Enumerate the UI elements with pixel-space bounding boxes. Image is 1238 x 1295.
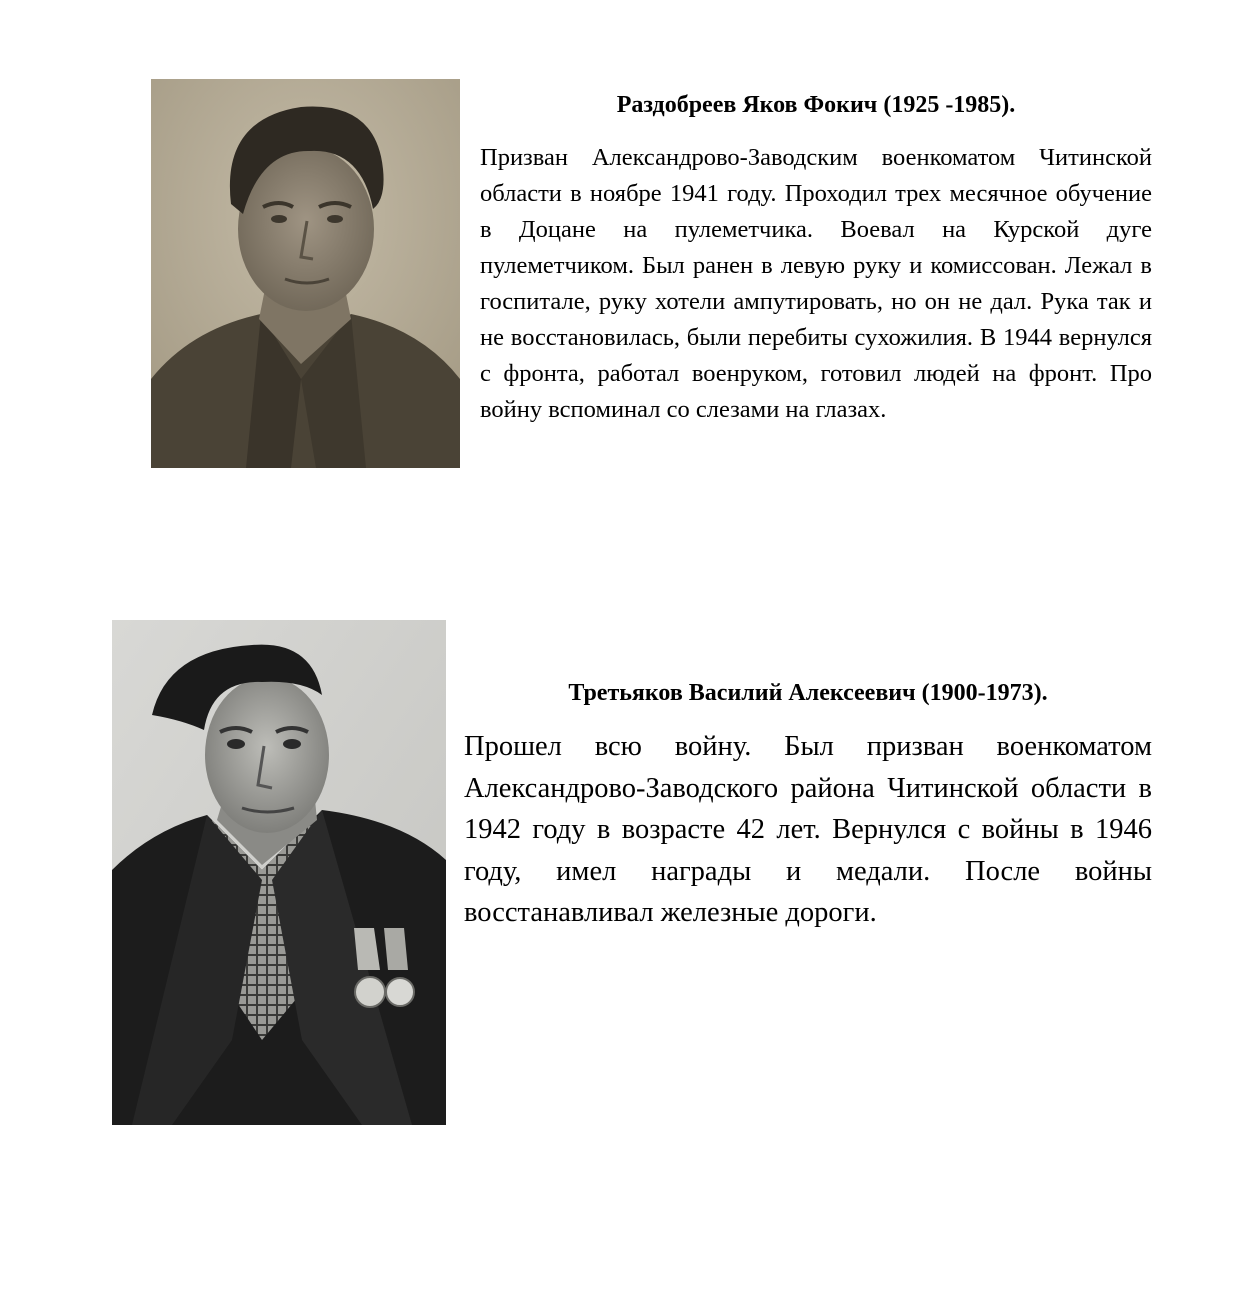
portrait-photo-icon [112,620,446,1125]
veteran-bio-razdobreev: Призван Александрово-Заводским военкоматом Читинской области в ноябре 1941 году. Проходил трех месячное обучение в Доцане на пулеметчика. Воевал на Курской дуге пулеметчиком. Был ранен в левую руку и комиссован. Лежал в госпитале, руку хотели ампутировать, но он не дал. Рука так и не восстановилась, были перебиты сухожилия. В 1944 вернулся с фронта, работал военруком, готовил людей на фронт. Про войну вспоминал со слезами на глазах. [480,144,1152,423]
veteran-photo-razdobreev [151,79,460,468]
veteran-name-tretyakov: Третьяков Василий Алексеевич (1900-1973). [568,680,1048,706]
veteran-name-razdobreev: Раздобреев Яков Фокич (1925 -1985). [616,92,1016,118]
veteran-photo-tretyakov [112,620,446,1125]
portrait-photo-icon [151,79,460,468]
veteran-bio-tretyakov: Прошел всю войну. Был призван военкоматом Александрово-Заводского района Читинской области в 1942 году в возрасте 42 лет. Вернулся с войны в 1946 году, имел награды и медали. После войны восстанавливал железные дороги. [464,731,1152,928]
